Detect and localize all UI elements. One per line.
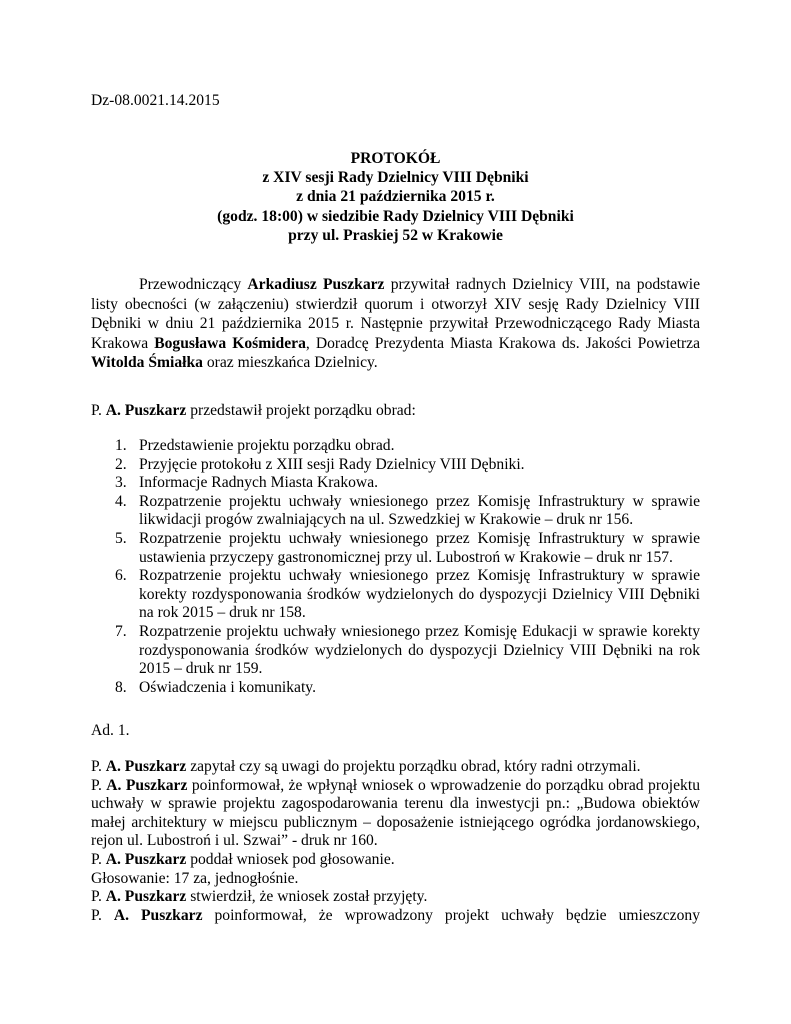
ad1-line-1 <box>91 758 700 777</box>
ad1-text: P. <box>91 776 107 794</box>
ad1-text: P. <box>91 888 106 906</box>
agenda-intro-prefix: P. <box>91 402 106 419</box>
agenda-item <box>115 567 700 623</box>
title-line-1: PROTOKÓŁ <box>350 150 441 167</box>
intro-text: Krakowa <box>91 334 155 352</box>
ad1-text: poddał wniosek pod głosowanie. <box>186 850 395 868</box>
guest-name: Witolda Śmiałka <box>91 354 203 372</box>
ad1-text: poinformował, że wpłynął wniosek o wprowadzenie do porządku obrad projektu <box>187 776 700 794</box>
ad1-text: P. <box>91 850 106 868</box>
speaker-name: A. Puszkarz <box>105 402 187 419</box>
speaker-name: A. Puszkarz <box>105 758 187 775</box>
ad1-line-5: rejon ul. Lubostroń i ul. Szwai” - druk nr 160. <box>91 832 378 850</box>
intro-line-3: Dębniki w dniu 21 października 2015 r. Następnie przywitał Przewodniczącego Rady Miasta <box>91 315 700 333</box>
speaker-name: A. Puszkarz <box>105 888 187 906</box>
agenda-item-text: Rozpatrzenie projektu uchwały wniesionego przez Komisję Infrastruktury w sprawie <box>139 567 700 585</box>
intro-text: przywitał radnych Dzielnicy VIII, na podstawie <box>384 276 701 293</box>
ad1-line-4: małej architektury w miejscu publicznym – doposażenie istniejącego ogródka jordanowskiego, <box>91 813 700 831</box>
agenda-item <box>115 530 700 567</box>
guest-name: Bogusława Kośmidera <box>154 334 306 352</box>
ad1-line-6 <box>91 851 700 870</box>
agenda-item <box>115 474 700 493</box>
ad1-section-body <box>91 758 700 925</box>
ad1-text: poinformował, że wprowadzony projekt uchwały będzie umieszczony <box>202 906 700 924</box>
agenda-item-text: ustawienia przyczepy gastronomicznej przy ul. Lubostroń w Krakowie – druk nr 157. <box>139 548 673 566</box>
ad1-text: zapytał czy są uwagi do projektu porządku obrad, który radni otrzymali. <box>186 758 641 775</box>
section-heading-ad1: Ad. 1. <box>91 722 130 739</box>
intro-text: Przewodniczący <box>139 276 248 293</box>
agenda-item-number: 6. <box>115 567 127 585</box>
agenda-item-number: 5. <box>115 529 127 547</box>
agenda-item-number: 3. <box>115 474 127 492</box>
agenda-item-text: Rozpatrzenie projektu uchwały wniesionego przez Komisję Infrastruktury w sprawie <box>139 492 700 510</box>
agenda-intro <box>91 402 416 420</box>
intro-line-4 <box>91 334 700 354</box>
title-line-5: przy ul. Praskiej 52 w Krakowie <box>288 226 503 244</box>
ad1-line-9 <box>91 907 700 926</box>
agenda-item-text: Oświadczenia i komunikaty. <box>139 678 316 696</box>
ad1-text: P. <box>91 906 114 924</box>
agenda-item-number: 8. <box>115 678 127 696</box>
agenda-item <box>115 437 700 456</box>
agenda-intro-text: przedstawił projekt porządku obrad: <box>186 402 416 419</box>
title-line-3: z dnia 21 października 2015 r. <box>296 188 495 206</box>
agenda-item-text: Przyjęcie protokołu z XIII sesji Rady Dzielnicy VIII Dębniki. <box>139 455 525 473</box>
speaker-name: A. Puszkarz <box>113 906 203 924</box>
document-title-block <box>91 149 700 245</box>
agenda-item <box>115 493 700 530</box>
agenda-item-number: 2. <box>115 455 127 473</box>
ad1-text: P. <box>91 758 106 775</box>
ad1-line-2 <box>91 777 700 796</box>
agenda-item-text: Rozpatrzenie projektu uchwały wniesionego przez Komisję Edukacji w sprawie korekty <box>139 622 700 640</box>
agenda-item-number: 4. <box>115 492 127 510</box>
chairman-name: Arkadiusz Puszkarz <box>247 276 385 293</box>
agenda-item-text: Przedstawienie projektu porządku obrad. <box>139 437 395 454</box>
agenda-list <box>115 437 700 697</box>
title-line-4: (godz. 18:00) w siedzibie Rady Dzielnicy VIII Dębniki <box>217 207 574 225</box>
intro-line-1 <box>91 275 700 295</box>
agenda-item <box>115 623 700 679</box>
ad1-line-8 <box>91 888 700 907</box>
intro-line-5 <box>91 353 700 373</box>
agenda-item-text: rozdysponowania środków wydzielonych do dyspozycji Dzielnicy VIII Dębniki na rok <box>139 641 700 659</box>
agenda-item-number: 7. <box>115 622 127 640</box>
title-line-2: z XIV sesji Rady Dzielnicy VIII Dębniki <box>262 169 529 187</box>
document-reference-number: Dz-08.0021.14.2015 <box>91 92 220 109</box>
intro-text: oraz mieszkańca Dzielnicy. <box>202 354 378 372</box>
agenda-item-text: 2015 – druk nr 159. <box>139 660 263 678</box>
intro-text: , Doradcę Prezydenta Miasta Krakowa ds. Jakości Powietrza <box>305 334 701 352</box>
ad1-text: stwierdził, że wniosek został przyjęty. <box>186 888 428 906</box>
agenda-item-number: 1. <box>115 437 127 454</box>
ad1-vote-result: Głosowanie: 17 za, jednogłośnie. <box>91 869 299 887</box>
agenda-item-text: korekty rozdysponowania środków wydzielonych do dyspozycji Dzielnicy VIII Dębniki <box>139 585 700 603</box>
intro-line-2: listy obecności (w załączeniu) stwierdził quorum i otworzył XIV sesję Rady Dzielnicy VIII <box>91 295 700 313</box>
speaker-name: A. Puszkarz <box>105 850 187 868</box>
intro-paragraph <box>91 275 700 373</box>
agenda-item <box>115 456 700 475</box>
agenda-item-text: Informacje Radnych Miasta Krakowa. <box>139 474 379 492</box>
agenda-item-text: na rok 2015 – druk nr 158. <box>139 604 306 622</box>
agenda-item-text: likwidacji progów zwalniających na ul. Szwedzkiej w Krakowie – druk nr 156. <box>139 511 634 529</box>
agenda-item-text: Rozpatrzenie projektu uchwały wniesionego przez Komisję Infrastruktury w sprawie <box>139 529 700 547</box>
ad1-line-3: uchwały w sprawie projektu zagospodarowania terenu dla inwestycji pn.: „Budowa obiektów <box>91 795 700 813</box>
speaker-name: A. Puszkarz <box>106 776 188 794</box>
agenda-item <box>115 679 700 698</box>
